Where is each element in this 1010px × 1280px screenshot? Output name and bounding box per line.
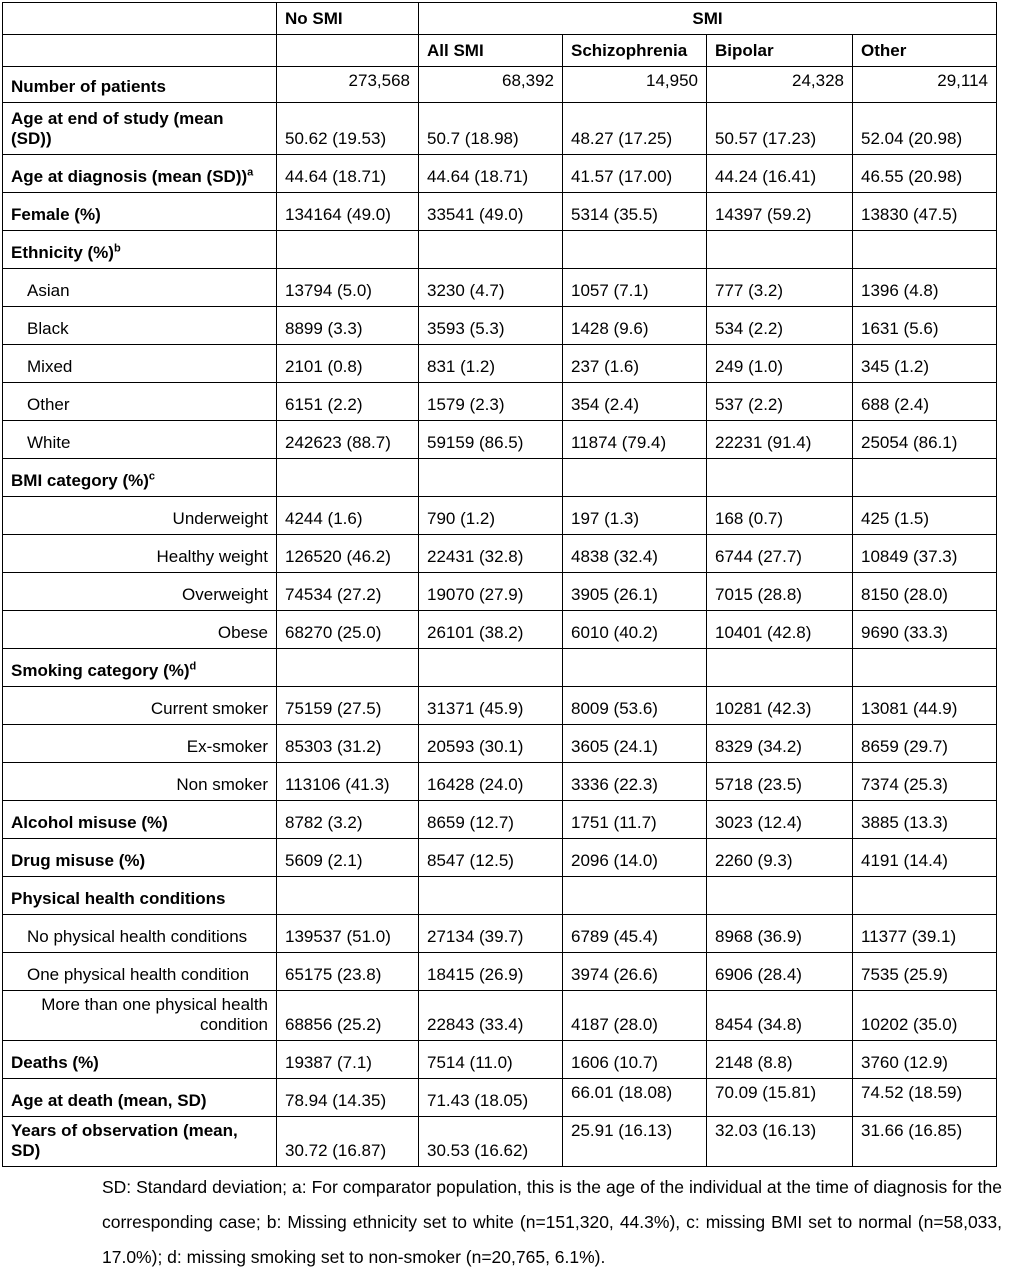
table-row <box>3 67 997 103</box>
row-label-text: Overweight <box>182 585 268 604</box>
row-label <box>3 67 277 103</box>
row-label-text: Drug misuse (%) <box>11 851 146 870</box>
table-cell: 126520 (46.2) <box>277 535 419 573</box>
table-cell: 7015 (28.8) <box>707 573 853 611</box>
footnote-marker: b <box>113 242 121 255</box>
table-cell: 26101 (38.2) <box>419 611 563 649</box>
table-cell: 10281 (42.3) <box>707 687 853 725</box>
table-cell: 8454 (34.8) <box>707 991 853 1041</box>
table-cell: 534 (2.2) <box>707 307 853 345</box>
table-cell: 74534 (27.2) <box>277 573 419 611</box>
row-label <box>3 687 277 725</box>
table-cell: 2096 (14.0) <box>563 839 707 877</box>
table-cell: 197 (1.3) <box>563 497 707 535</box>
table-row <box>3 345 997 383</box>
row-label-text: Age at end of study (mean (SD)) <box>11 109 224 148</box>
table-cell: 8659 (12.7) <box>419 801 563 839</box>
table-cell: 1631 (5.6) <box>853 307 997 345</box>
table-row <box>3 1079 997 1117</box>
table-cell: 13830 (47.5) <box>853 193 997 231</box>
table-cell: 4244 (1.6) <box>277 497 419 535</box>
table-cell: 168 (0.7) <box>707 497 853 535</box>
row-label-text: Black <box>27 319 69 338</box>
row-label-text: Age at diagnosis (mean (SD)) <box>11 167 248 186</box>
row-label-text: Other <box>27 395 70 414</box>
row-label-text: Alcohol misuse (%) <box>11 813 168 832</box>
row-label <box>3 421 277 459</box>
table-cell <box>853 649 997 687</box>
table-cell: 2148 (8.8) <box>707 1041 853 1079</box>
table-cell: 6010 (40.2) <box>563 611 707 649</box>
table-cell: 4838 (32.4) <box>563 535 707 573</box>
table-cell: 50.57 (17.23) <box>707 103 853 155</box>
table-cell: 13081 (44.9) <box>853 687 997 725</box>
table-cell: 3905 (26.1) <box>563 573 707 611</box>
table-cell: 425 (1.5) <box>853 497 997 535</box>
table-cell: 777 (3.2) <box>707 269 853 307</box>
table-row <box>3 839 997 877</box>
table-row <box>3 535 997 573</box>
row-label-text: No physical health conditions <box>27 927 248 946</box>
table-row <box>3 193 997 231</box>
row-label <box>3 725 277 763</box>
table-cell: 6906 (28.4) <box>707 953 853 991</box>
row-label-text: Mixed <box>27 357 73 376</box>
table-cell: 4191 (14.4) <box>853 839 997 877</box>
table-cell: 66.01 (18.08) <box>563 1079 707 1117</box>
table-cell: 25.91 (16.13) <box>563 1117 707 1167</box>
table-cell: 5718 (23.5) <box>707 763 853 801</box>
table-cell: 8968 (36.9) <box>707 915 853 953</box>
row-label <box>3 801 277 839</box>
row-label-text: Age at death (mean, SD) <box>11 1091 207 1110</box>
table-cell: 354 (2.4) <box>563 383 707 421</box>
row-label <box>3 839 277 877</box>
table-cell: 10849 (37.3) <box>853 535 997 573</box>
patient-characteristics-table <box>2 2 997 1167</box>
table-cell: 59159 (86.5) <box>419 421 563 459</box>
header-all-smi: All SMI <box>419 35 563 67</box>
table-cell: 249 (1.0) <box>707 345 853 383</box>
table-cell: 19070 (27.9) <box>419 573 563 611</box>
table-cell: 33541 (49.0) <box>419 193 563 231</box>
row-label <box>3 103 277 155</box>
table-footnote: SD: Standard deviation; a: For comparator population, this is the age of the individual at the time of diagnosis for the corresponding case; b: Missing ethnicity set to white (n=151,320, 44.3%), c: missing BMI set to normal (n=58,033, 17.0%); d: missing smoking set to non-smoker (n=20,765, 6.1%). <box>102 1177 1002 1267</box>
table-cell: 6151 (2.2) <box>277 383 419 421</box>
table-cell: 273,568 <box>277 67 419 103</box>
table-cell: 2101 (0.8) <box>277 345 419 383</box>
table-cell: 10202 (35.0) <box>853 991 997 1041</box>
table-cell: 3023 (12.4) <box>707 801 853 839</box>
table-cell: 68,392 <box>419 67 563 103</box>
row-label-text: Ex-smoker <box>186 737 268 756</box>
row-label <box>3 763 277 801</box>
table-cell: 41.57 (17.00) <box>563 155 707 193</box>
row-label-text: White <box>27 433 71 452</box>
table-cell: 75159 (27.5) <box>277 687 419 725</box>
table-row <box>3 103 997 155</box>
table-cell <box>419 459 563 497</box>
table-cell: 8547 (12.5) <box>419 839 563 877</box>
table-cell: 14397 (59.2) <box>707 193 853 231</box>
row-label <box>3 1041 277 1079</box>
table-cell <box>419 231 563 269</box>
table-cell: 10401 (42.8) <box>707 611 853 649</box>
table-cell: 14,950 <box>563 67 707 103</box>
table-cell: 52.04 (20.98) <box>853 103 997 155</box>
table-cell: 24,328 <box>707 67 853 103</box>
row-label <box>3 611 277 649</box>
table-row <box>3 421 997 459</box>
table-cell: 8782 (3.2) <box>277 801 419 839</box>
table-row <box>3 801 997 839</box>
table-cell: 30.72 (16.87) <box>277 1117 419 1167</box>
row-label-text: BMI category (%) <box>11 471 149 490</box>
table-cell <box>563 231 707 269</box>
empty-cell <box>277 35 419 67</box>
table-cell: 1396 (4.8) <box>853 269 997 307</box>
row-label-text: Obese <box>217 623 268 642</box>
table-cell <box>853 877 997 915</box>
row-label <box>3 535 277 573</box>
row-label <box>3 459 277 497</box>
table-cell: 22843 (33.4) <box>419 991 563 1041</box>
table-cell: 71.43 (18.05) <box>419 1079 563 1117</box>
table-cell: 6789 (45.4) <box>563 915 707 953</box>
row-label <box>3 1079 277 1117</box>
table-cell: 139537 (51.0) <box>277 915 419 953</box>
table-cell <box>419 877 563 915</box>
table-cell: 44.24 (16.41) <box>707 155 853 193</box>
table-cell: 3605 (24.1) <box>563 725 707 763</box>
corner-cell <box>3 35 277 67</box>
table-cell: 68856 (25.2) <box>277 991 419 1041</box>
table-cell: 22231 (91.4) <box>707 421 853 459</box>
table-row <box>3 877 997 915</box>
row-label <box>3 155 277 193</box>
table-cell: 688 (2.4) <box>853 383 997 421</box>
table-row <box>3 953 997 991</box>
row-label-text: One physical health condition <box>27 965 250 984</box>
table-cell <box>563 459 707 497</box>
table-cell: 4187 (28.0) <box>563 991 707 1041</box>
table-cell: 2260 (9.3) <box>707 839 853 877</box>
row-label <box>3 991 277 1041</box>
table-cell: 70.09 (15.81) <box>707 1079 853 1117</box>
row-label-text: Physical health conditions <box>11 889 226 908</box>
table-cell: 8659 (29.7) <box>853 725 997 763</box>
table-row <box>3 915 997 953</box>
row-label-text: Underweight <box>172 509 268 528</box>
table-cell: 85303 (31.2) <box>277 725 419 763</box>
row-label <box>3 383 277 421</box>
table-row <box>3 1117 997 1167</box>
footnote-marker: d <box>189 660 197 673</box>
header-no-smi: No SMI <box>277 3 419 35</box>
table-cell: 74.52 (18.59) <box>853 1079 997 1117</box>
row-label <box>3 877 277 915</box>
table-row <box>3 497 997 535</box>
table-cell: 134164 (49.0) <box>277 193 419 231</box>
table-cell: 18415 (26.9) <box>419 953 563 991</box>
footnote-marker: c <box>148 470 156 483</box>
table-row <box>3 383 997 421</box>
table-cell: 7535 (25.9) <box>853 953 997 991</box>
row-label-text: Female (%) <box>11 205 101 224</box>
table-row <box>3 611 997 649</box>
table-cell <box>277 877 419 915</box>
table-cell <box>707 459 853 497</box>
table-cell: 31371 (45.9) <box>419 687 563 725</box>
table-cell: 50.62 (19.53) <box>277 103 419 155</box>
table-cell: 7514 (11.0) <box>419 1041 563 1079</box>
table-row <box>3 573 997 611</box>
row-label <box>3 307 277 345</box>
table-cell <box>277 649 419 687</box>
table-row <box>3 687 997 725</box>
header-smi: SMI <box>419 3 997 35</box>
table-cell: 3760 (12.9) <box>853 1041 997 1079</box>
table-cell <box>419 649 563 687</box>
table-cell <box>563 877 707 915</box>
row-label <box>3 1117 277 1167</box>
table-cell: 46.55 (20.98) <box>853 155 997 193</box>
table-row <box>3 649 997 687</box>
table-cell: 16428 (24.0) <box>419 763 563 801</box>
table-cell: 11874 (79.4) <box>563 421 707 459</box>
row-label-text: Asian <box>27 281 70 300</box>
table-cell: 65175 (23.8) <box>277 953 419 991</box>
table-cell: 1579 (2.3) <box>419 383 563 421</box>
table-cell: 11377 (39.1) <box>853 915 997 953</box>
table-cell: 5314 (35.5) <box>563 193 707 231</box>
table-cell: 48.27 (17.25) <box>563 103 707 155</box>
row-label <box>3 573 277 611</box>
table-cell: 8150 (28.0) <box>853 573 997 611</box>
table-cell: 8009 (53.6) <box>563 687 707 725</box>
row-label <box>3 193 277 231</box>
table-cell: 29,114 <box>853 67 997 103</box>
table-cell <box>563 649 707 687</box>
row-label <box>3 915 277 953</box>
table-cell <box>277 231 419 269</box>
table-cell: 8899 (3.3) <box>277 307 419 345</box>
table-cell: 19387 (7.1) <box>277 1041 419 1079</box>
row-label <box>3 953 277 991</box>
row-label <box>3 345 277 383</box>
row-label-text: Current smoker <box>150 699 268 718</box>
table-cell <box>853 459 997 497</box>
table-cell: 68270 (25.0) <box>277 611 419 649</box>
table-cell <box>707 877 853 915</box>
table-cell: 9690 (33.3) <box>853 611 997 649</box>
table-cell: 1057 (7.1) <box>563 269 707 307</box>
row-label-text: Smoking category (%) <box>11 661 190 680</box>
table-cell: 3885 (13.3) <box>853 801 997 839</box>
table-cell <box>707 649 853 687</box>
table-row <box>3 991 997 1041</box>
table-cell: 78.94 (14.35) <box>277 1079 419 1117</box>
table-cell: 8329 (34.2) <box>707 725 853 763</box>
header-bipolar: Bipolar <box>707 35 853 67</box>
row-label <box>3 497 277 535</box>
table-cell: 790 (1.2) <box>419 497 563 535</box>
table-row <box>3 763 997 801</box>
table-cell: 831 (1.2) <box>419 345 563 383</box>
row-label-text: Ethnicity (%) <box>11 243 114 262</box>
table-cell: 20593 (30.1) <box>419 725 563 763</box>
header-other: Other <box>853 35 997 67</box>
row-label-text: More than one physical health condition <box>41 995 268 1034</box>
table-cell: 3230 (4.7) <box>419 269 563 307</box>
row-label <box>3 231 277 269</box>
table-cell <box>853 231 997 269</box>
row-label <box>3 269 277 307</box>
table-cell: 237 (1.6) <box>563 345 707 383</box>
table-row <box>3 155 997 193</box>
table-cell: 13794 (5.0) <box>277 269 419 307</box>
table-cell: 5609 (2.1) <box>277 839 419 877</box>
table-row <box>3 307 997 345</box>
table-row <box>3 725 997 763</box>
table-cell: 3336 (22.3) <box>563 763 707 801</box>
table-cell: 30.53 (16.62) <box>419 1117 563 1167</box>
row-label-text: Number of patients <box>11 77 166 96</box>
table-cell: 44.64 (18.71) <box>419 155 563 193</box>
table-cell: 1428 (9.6) <box>563 307 707 345</box>
table-row <box>3 231 997 269</box>
footnote-marker: a <box>247 166 254 179</box>
table-cell: 44.64 (18.71) <box>277 155 419 193</box>
table-cell: 1606 (10.7) <box>563 1041 707 1079</box>
table-cell <box>277 459 419 497</box>
table-cell: 31.66 (16.85) <box>853 1117 997 1167</box>
table-row <box>3 459 997 497</box>
table-cell: 1751 (11.7) <box>563 801 707 839</box>
table-cell: 345 (1.2) <box>853 345 997 383</box>
row-label <box>3 649 277 687</box>
table-cell <box>707 231 853 269</box>
corner-cell <box>3 3 277 35</box>
table-row <box>3 269 997 307</box>
table-cell: 113106 (41.3) <box>277 763 419 801</box>
table-cell: 50.7 (18.98) <box>419 103 563 155</box>
table-cell: 25054 (86.1) <box>853 421 997 459</box>
table-cell: 242623 (88.7) <box>277 421 419 459</box>
row-label-text: Deaths (%) <box>11 1053 99 1072</box>
table-cell: 3974 (26.6) <box>563 953 707 991</box>
table-cell: 7374 (25.3) <box>853 763 997 801</box>
row-label-text: Years of observation (mean, SD) <box>11 1121 238 1160</box>
table-cell: 3593 (5.3) <box>419 307 563 345</box>
table-row <box>3 1041 997 1079</box>
table-cell: 32.03 (16.13) <box>707 1117 853 1167</box>
row-label-text: Healthy weight <box>156 547 268 566</box>
table-cell: 27134 (39.7) <box>419 915 563 953</box>
table-cell: 22431 (32.8) <box>419 535 563 573</box>
header-schizophrenia: Schizophrenia <box>563 35 707 67</box>
row-label-text: Non smoker <box>176 775 268 794</box>
table-cell: 6744 (27.7) <box>707 535 853 573</box>
table-cell: 537 (2.2) <box>707 383 853 421</box>
